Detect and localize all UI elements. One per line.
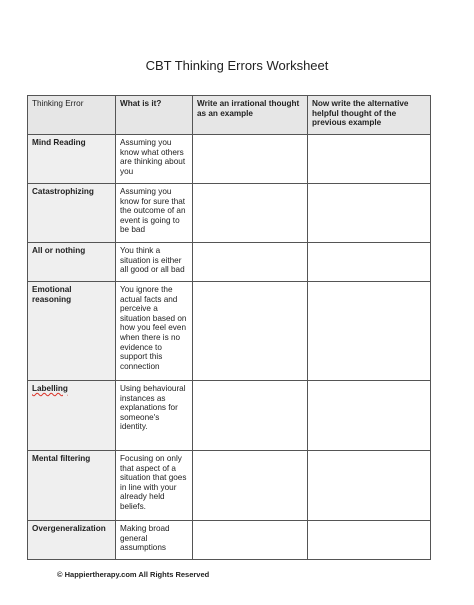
thinking-error-cell: Mental filtering bbox=[28, 451, 116, 521]
irrational-thought-input-cell[interactable] bbox=[193, 521, 308, 560]
table-row bbox=[28, 381, 431, 451]
helpful-thought-input-cell[interactable] bbox=[308, 282, 431, 381]
irrational-thought-input-cell[interactable] bbox=[193, 282, 308, 381]
irrational-thought-input-cell[interactable] bbox=[193, 243, 308, 282]
helpful-thought-input-cell[interactable] bbox=[308, 184, 431, 243]
thinking-error-cell: All or nothing bbox=[28, 243, 116, 282]
thinking-error-cell: Catastrophizing bbox=[28, 184, 116, 243]
definition-cell: Assuming you know for sure that the outcome of an event is going to be bad bbox=[116, 184, 193, 243]
definition-cell: Making broad general assumptions bbox=[116, 521, 193, 560]
irrational-thought-input-cell[interactable] bbox=[193, 451, 308, 521]
copyright-footer: © Happiertherapy.com All Rights Reserved bbox=[57, 570, 210, 579]
definition-cell: You think a situation is either all good or all bad bbox=[116, 243, 193, 282]
worksheet-title: CBT Thinking Errors Worksheet bbox=[145, 58, 329, 73]
table-row bbox=[28, 451, 431, 521]
table-row bbox=[28, 184, 431, 243]
definition-cell: Using behavioural instances as explanations for someone's identity. bbox=[116, 381, 193, 451]
thinking-error-cell: Overgeneralization bbox=[28, 521, 116, 560]
helpful-thought-input-cell[interactable] bbox=[308, 381, 431, 451]
definition-cell: Assuming you know what others are thinking about you bbox=[116, 135, 193, 184]
helpful-thought-input-cell[interactable] bbox=[308, 135, 431, 184]
table-row bbox=[28, 282, 431, 381]
helpful-thought-input-cell[interactable] bbox=[308, 451, 431, 521]
table-row bbox=[28, 135, 431, 184]
definition-cell: Focusing on only that aspect of a situation that goes in line with your already held beliefs. bbox=[116, 451, 193, 521]
thinking-error-cell: Emotional reasoning bbox=[28, 282, 116, 381]
irrational-thought-input-cell[interactable] bbox=[193, 135, 308, 184]
helpful-thought-input-cell[interactable] bbox=[308, 243, 431, 282]
irrational-thought-input-cell[interactable] bbox=[193, 184, 308, 243]
irrational-thought-input-cell[interactable] bbox=[193, 381, 308, 451]
table-row bbox=[28, 521, 431, 560]
header-what-is-it: What is it? bbox=[116, 96, 193, 135]
thinking-error-cell bbox=[28, 381, 116, 451]
helpful-thought-input-cell[interactable] bbox=[308, 521, 431, 560]
thinking-errors-table bbox=[27, 95, 431, 560]
definition-cell: You ignore the actual facts and perceive a situation based on how you feel even when there is no evidence to support this connection bbox=[116, 282, 193, 381]
thinking-error-cell: Mind Reading bbox=[28, 135, 116, 184]
header-helpful-thought: Now write the alternative helpful thought of the previous example bbox=[308, 96, 431, 135]
table-header-row bbox=[28, 96, 431, 135]
table-row bbox=[28, 243, 431, 282]
thinking-error-label: Labelling bbox=[32, 384, 68, 393]
header-irrational-thought: Write an irrational thought as an example bbox=[193, 96, 308, 135]
header-thinking-error: Thinking Error bbox=[28, 96, 116, 135]
